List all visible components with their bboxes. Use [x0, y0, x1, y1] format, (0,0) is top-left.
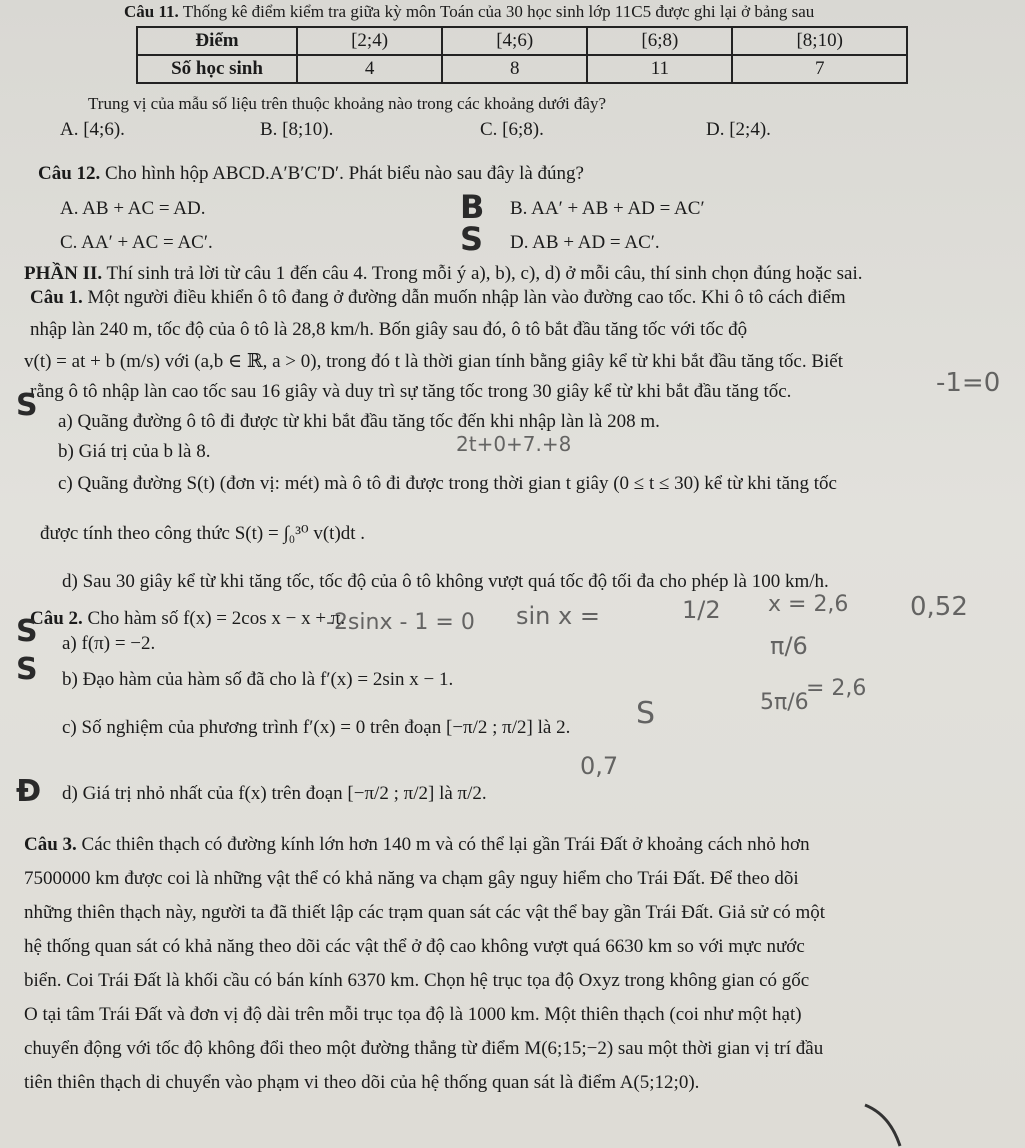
q3-text-0: Các thiên thạch có đường kính lớn hơn 140 m và có thể lại gần Trái Đất ở khoảng cách nhỏ hơn	[81, 834, 810, 855]
interval-cell: [4;6)	[442, 27, 587, 55]
q1-text1: Một người điều khiển ô tô đang ở đường dẫn muốn nhập làn vào đường cao tốc. Khi ô tô cách điểm	[87, 287, 846, 308]
q11-title-line	[124, 0, 814, 24]
handwriting-note: π/6	[770, 632, 808, 660]
q2-statement-a: a) f(π) = −2.	[62, 633, 156, 654]
q2-statement-d: d) Giá trị nhỏ nhất của f(x) trên đoạn [−π/2 ; π/2] là π/2.	[62, 783, 487, 804]
answer-mark-d: Đ	[16, 774, 42, 809]
count-cell: 4	[297, 55, 442, 83]
answer-mark-s: S	[460, 220, 484, 258]
interval-cell: [8;10)	[732, 27, 907, 55]
q12-option-c: C. AA′ + AC = AC′.	[60, 232, 213, 253]
row-head-students: Số học sinh	[137, 55, 297, 83]
q2-statement-b: b) Đạo hàm của hàm số đã cho là f′(x) = 2sin x − 1.	[62, 669, 454, 690]
q1-label: Câu 1.	[30, 287, 83, 308]
handwriting-note: -2sinx - 1 = 0	[326, 610, 475, 635]
handwriting-note: sin x =	[516, 602, 600, 630]
interval-cell: [2;4)	[297, 27, 442, 55]
handwriting-note: 1/2	[682, 596, 721, 624]
handwriting-note: 0,7	[580, 752, 619, 780]
part2-intro-line	[24, 262, 863, 286]
handwriting-note: = 2,6	[806, 676, 867, 701]
q11-option-c: C. [6;8).	[480, 119, 544, 140]
q11-question: Trung vị của mẫu số liệu trên thuộc khoảng nào trong các khoảng dưới đây?	[88, 94, 607, 113]
count-cell: 8	[442, 55, 587, 83]
q1-text4: rằng ô tô nhập làn cao tốc sau 16 giây và duy trì sự tăng tốc trong 30 giây kể từ khi bắt đầu tăng tốc.	[30, 381, 792, 402]
q3-line-6: chuyển động với tốc độ không đổi theo một đường thẳng từ điểm M(6;15;−2) sau một thời gian vị trí đầu	[24, 1038, 824, 1059]
q11-option-b: B. [8;10).	[260, 119, 334, 140]
q3-line-2: những thiên thạch này, người ta đã thiết lập các trạm quan sát các vật thể bay gần Trái Đất. Giả sử có một	[24, 902, 826, 923]
handwriting-note: 2t+0+7.+8	[456, 432, 572, 456]
q12-option-b: B. AA′ + AB + AD = AC′	[510, 198, 705, 219]
q2-label: Câu 2.	[30, 608, 83, 629]
handwriting-note: 0,52	[910, 592, 968, 622]
q1-statement-b: b) Giá trị của b là 8.	[58, 441, 211, 462]
q12-line	[38, 162, 584, 186]
handwriting-note: -1=0	[936, 368, 1001, 398]
interval-cell: [6;8)	[587, 27, 732, 55]
handwriting-note: 5π/6	[760, 690, 809, 715]
q3-block	[24, 828, 999, 1100]
q3-line-4: biển. Coi Trái Đất là khối cầu có bán kính 6370 km. Chọn hệ trục tọa độ Oxyz trong không gian có gốc	[24, 970, 810, 991]
q1-line1	[30, 286, 846, 310]
handwriting-note: S	[636, 696, 656, 731]
q12-question: Cho hình hộp ABCD.A′B′C′D′. Phát biểu nào sau đây là đúng?	[105, 163, 584, 184]
q12-option-a: A. AB + AC = AD.	[60, 198, 206, 219]
q2-text: Cho hàm số f(x) = 2cos x − x + π.	[87, 608, 346, 629]
pen-stroke	[860, 1100, 920, 1148]
q3-line-0	[24, 828, 999, 862]
q1-text3: v(t) = at + b (m/s) với (a,b ∈ ℝ, a > 0), trong đó t là thời gian tính bằng giây kể từ khi bắt đầu tăng tốc. Biết	[24, 351, 843, 372]
q3-label: Câu 3.	[24, 834, 77, 855]
q1-statement-c-formula: được tính theo công thức S(t) = ∫₀³⁰ v(t)dt .	[40, 523, 366, 544]
part2-heading: PHẦN II.	[24, 263, 103, 284]
q12-label: Câu 12.	[38, 163, 101, 184]
q3-line-3: hệ thống quan sát có khả năng theo dõi các vật thể ở độ cao không vượt quá 6630 km so với mực nước	[24, 936, 805, 957]
q3-line-1: 7500000 km được coi là những vật thể có khả năng va chạm gây nguy hiểm cho Trái Đất. Để theo dõi	[24, 868, 799, 889]
answer-mark-s: S	[16, 614, 38, 649]
q11-option-d: D. [2;4).	[706, 119, 771, 140]
answer-mark-s: S	[16, 652, 38, 687]
q2-line	[30, 607, 345, 631]
q2-statement-c: c) Số nghiệm của phương trình f′(x) = 0 trên đoạn [−π/2 ; π/2] là 2.	[62, 717, 571, 738]
q11-option-a: A. [4;6).	[60, 119, 125, 140]
q3-line-5: O tại tâm Trái Đất và đơn vị độ dài trên mỗi trục tọa độ là 1000 km. Một thiên thạch (coi như một hạt)	[24, 1004, 802, 1025]
q1-statement-a: a) Quãng đường ô tô đi được từ khi bắt đầu tăng tốc đến khi nhập làn là 208 m.	[58, 411, 660, 432]
handwriting-note: x = 2,6	[768, 592, 849, 617]
answer-mark-b: B	[460, 188, 485, 226]
q3-line-7: tiên thiên thạch di chuyển vào phạm vi theo dõi của hệ thống quan sát là điểm A(5;12;0).	[24, 1072, 700, 1093]
q11-label: Câu 11.	[124, 2, 179, 21]
q11-title: Thống kê điểm kiểm tra giữa kỳ môn Toán của 30 học sinh lớp 11C5 được ghi lại ở bảng sau	[182, 2, 815, 21]
count-cell: 7	[732, 55, 907, 83]
q12-option-d: D. AB + AD = AC′.	[510, 232, 660, 253]
score-table	[136, 26, 908, 84]
q1-statement-c: c) Quãng đường S(t) (đơn vị: mét) mà ô tô đi được trong thời gian t giây (0 ≤ t ≤ 30) kể từ khi tăng tốc	[58, 473, 837, 494]
table-row	[137, 55, 907, 83]
q1-statement-d: d) Sau 30 giây kể từ khi tăng tốc, tốc độ của ô tô không vượt quá tốc độ tối đa cho phép là 100 km/h.	[62, 571, 829, 592]
row-head-score: Điểm	[137, 27, 297, 55]
part2-intro: Thí sinh trả lời từ câu 1 đến câu 4. Trong mỗi ý a), b), c), d) ở mỗi câu, thí sinh chọn đúng hoặc sai.	[106, 263, 863, 284]
q1-text2: nhập làn 240 m, tốc độ của ô tô là 28,8 km/h. Bốn giây sau đó, ô tô bắt đầu tăng tốc với tốc độ	[30, 319, 748, 340]
count-cell: 11	[587, 55, 732, 83]
answer-mark-s: S	[16, 388, 38, 423]
table-row	[137, 27, 907, 55]
